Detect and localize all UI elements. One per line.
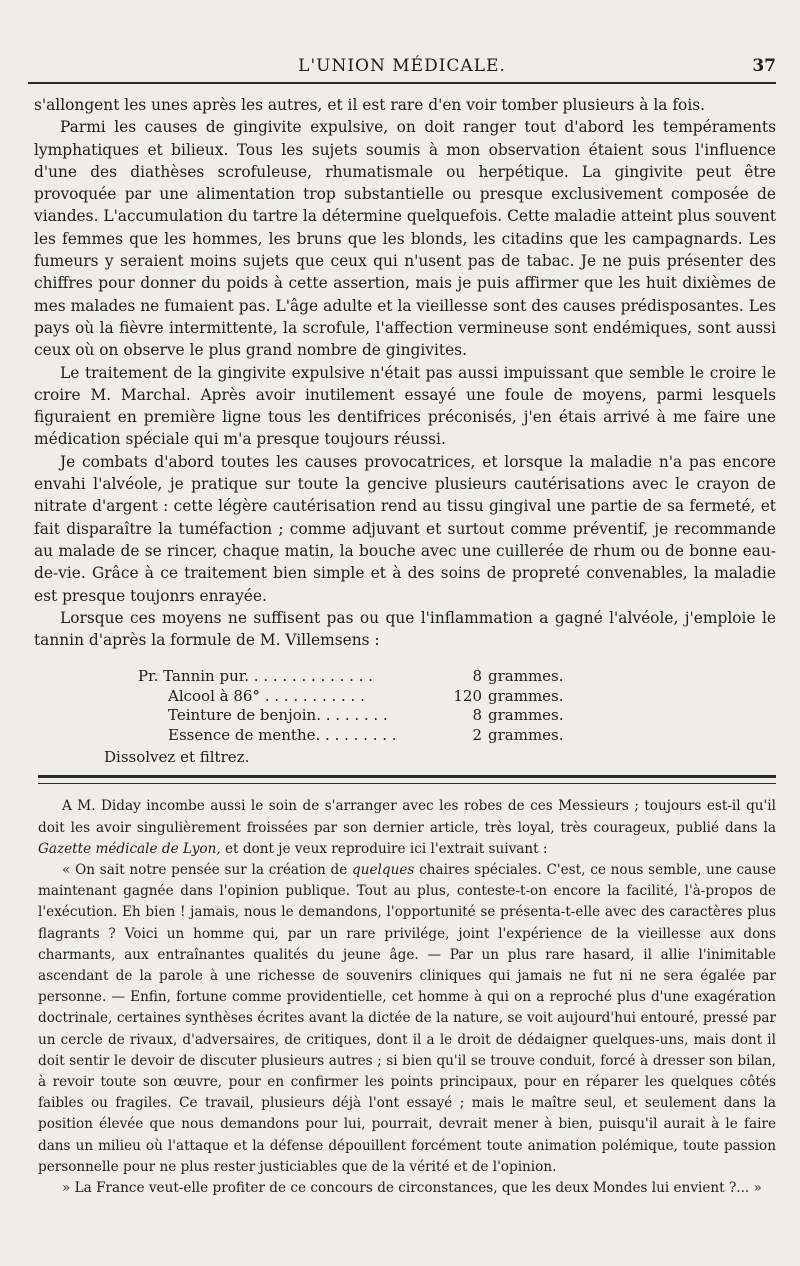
formula-unit: grammes. [488, 667, 564, 686]
article-body [34, 94, 776, 651]
journal-title: Gazette médicale de Lyon, [38, 840, 221, 857]
formula-instruction: Dissolvez et filtrez. [104, 748, 250, 767]
page-header [28, 52, 776, 84]
formula-unit: grammes. [488, 706, 564, 725]
paragraph: Lorsque ces moyens ne suffisent pas ou que l'inflammation a gagné l'alvéole, j'emploie le tannin d'après la formule de M. Villemsens : [34, 608, 776, 650]
formula-row [138, 687, 776, 707]
formula-row [138, 726, 776, 746]
paragraph: s'allongent les unes après les autres, et il est rare d'en voir tomber plusieurs à la fois. [34, 96, 706, 114]
text-run: « On sait notre pensée sur la création de [62, 862, 353, 879]
emphasis: quelques [352, 862, 415, 879]
paragraph: Je combats d'abord toutes les causes provocatrices, et lorsque la maladie n'a pas encore envahi l'alvéole, je pratique sur toute la gencive plusieurs cautérisations avec le crayon de nitrate d'argent : cette légère cautérisation rend au tissu gingival une partie de sa fermeté, et fait disparaître la tuméfaction ; comme adjuvant et surtout comme préventif, je recommande au malade de se rincer, chaque matin, la bouche avec une cuillerée de rhum ou de bonne eau-de-vie. Grâce à ce traitement bien simple et à des soins de propreté convenables, la maladie est presque toujonrs enrayée. [34, 452, 776, 605]
formula-ingredient: Essence de menthe. . . . . . . . . [168, 725, 397, 744]
paragraph: » La France veut-elle profiter de ce concours de circonstances, que les deux Mondes lui envient ?... » [62, 1180, 762, 1197]
paragraph [38, 860, 776, 1178]
running-title: L'UNION MÉDICALE. [298, 56, 506, 76]
paragraph: Parmi les causes de gingivite expulsive, on doit ranger tout d'abord les tempéraments lymphatiques et bilieux. Tous les sujets soumis à mon observation étaient sous l'influence d'une des diathèses scrofuleuse, rhumatismale ou herpétique. La gingivite peut être provoquée par une alimentation trop substantielle ou presque exclusivement composée de viandes. L'accumulation du tartre la détermine quelquefois. Cette maladie atteint plus souvent les femmes que les hommes, les bruns que les blonds, les citadins que les campagnards. Les fumeurs y seraient moins sujets que ceux qui n'usent pas de tabac. Je ne puis présenter des chiffres pour donner du poids à cette assertion, mais je puis affirmer que les huit dixièmes de mes malades ne fumaient pas. L'âge adulte et la vieillesse sont des causes prédisposantes. Les pays où la fièvre intermittente, la scrofule, l'affection vermineuse sont endémiques, sont aussi ceux où on observe le plus grand nombre de gingivites. [34, 118, 777, 360]
formula-row [138, 667, 776, 687]
text-run: et dont je veux reproduire ici l'extrait suivant : [220, 840, 548, 857]
paragraph [38, 796, 776, 860]
formula-quantity: 120 [453, 686, 482, 705]
feuilleton-divider [38, 775, 776, 784]
formula-quantity: 2 [472, 725, 482, 744]
formula-quantity: 8 [472, 667, 482, 686]
formula-unit: grammes. [488, 725, 564, 744]
text-run: A M. Diday incombe aussi le soin de s'arranger avec les robes de ces Messieurs ; toujours est-il qu'il doit les avoir singulièrement froissées par son dernier article, très loyal, très courageux, publié dans la [38, 798, 776, 836]
formula-ingredient: Teinture de benjoin. . . . . . . . [168, 706, 388, 725]
page-number: 37 [752, 56, 776, 76]
formula-row [138, 706, 776, 726]
formula-unit: grammes. [488, 686, 564, 705]
feuilleton-section [38, 796, 776, 1199]
formula-ingredient: Pr. Tannin pur. . . . . . . . . . . . . . [138, 667, 374, 686]
text-run: chaires spéciales. C'est, ce nous semble, une cause maintenant gagnée dans l'opinion publique. Tout au plus, conteste-t-on encore la facilité, l'à-propos de l'exécution. Eh bien ! jamais, nous le demandons, l'opportunité se présenta-t-elle avec des caractères plus flagrants ? Voici un homme qui, par un rare privilége, joint l'expérience de la vieillesse aux dons charmants, aux entraînantes qualités du jeune âge. — Par un plus rare hasard, il allie l'inimitable ascendant de la parole à une richesse de souvenirs cliniques qui jamais ne fut ni ne sera égalée par personne. — Enfin, fortune comme providentielle, cet homme à qui on a reproché plus d'une exagération doctrinale, certaines synthèses écrites avant la dictée de la nature, se voit aujourd'hui entouré, pressé par un cercle de rivaux, d'adversaires, de critiques, dont il a le droit de dédaigner quelques-uns, mais dont il doit sentir le devoir de discuter plusieurs autres ; si bien qu'il se trouve conduit, forcé à dresser son bilan, à revoir toute son œuvre, pour en confirmer les points principaux, pour en réparer les quelques côtés faibles ou fragiles. Ce travail, plusieurs déjà l'ont essayé ; mais le maître seul, et seulement dans la position élevée que nous demandons pour lui, pourrait, devrait mener à bien, puisqu'il aurait à le faire dans un milieu où l'attaque et la défense dépouillent forcément toute animation polémique, toute passion personnelle pour ne plus rester justiciables que de la vérité et de l'opinion. [38, 862, 777, 1175]
prescription-formula [138, 667, 776, 745]
formula-ingredient: Alcool à 86° . . . . . . . . . . . [168, 686, 365, 705]
paragraph: Le traitement de la gingivite expulsive n'était pas aussi impuissant que semble le croire le croire M. Marchal. Après avoir inutilement essayé une foule de moyens, parmi lesquels figuraient en première ligne tous les dentifrices préconisés, j'en étais arrivé à me faire une médication spéciale qui m'a presque toujours réussi. [34, 363, 776, 449]
formula-quantity: 8 [472, 706, 482, 725]
